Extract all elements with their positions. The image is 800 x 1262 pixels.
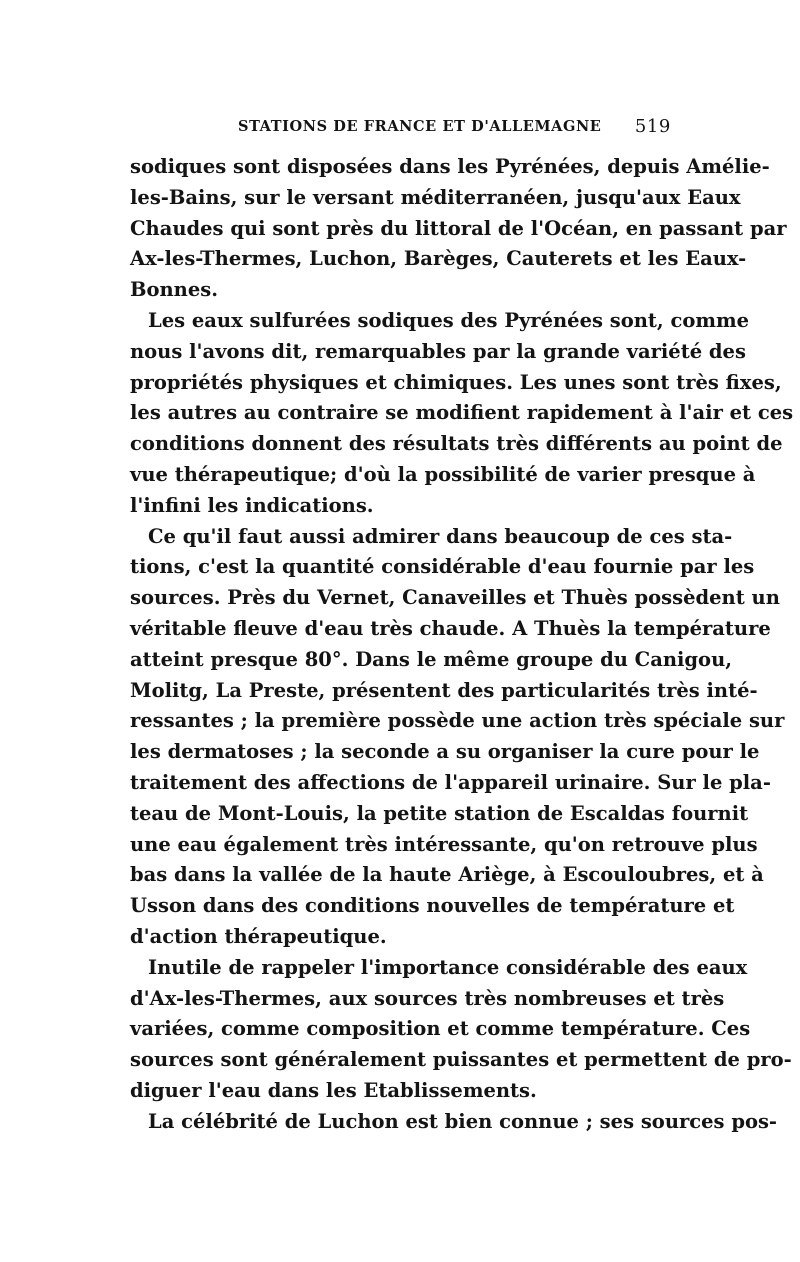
text-line: tions, c'est la quantité considérable d'eau fournie par les [130, 555, 755, 579]
text-line: diguer l'eau dans les Etablissements. [130, 1078, 537, 1102]
text-line: vue thérapeutique; d'où la possibilité de varier presque à [130, 462, 756, 486]
text-line: atteint presque 80°. Dans le même groupe du Canigou, [130, 647, 733, 671]
text-line: d'Ax-les-Thermes, aux sources très nombreuses et très [130, 986, 725, 1010]
paragraph-first-line: La célébrité de Luchon est bien connue ; ses sources pos- [148, 1109, 778, 1133]
text-line: véritable fleuve d'eau très chaude. A Thuès la température [130, 616, 771, 640]
text-line: conditions donnent des résultats très différents au point de [130, 432, 783, 456]
text-line: bas dans la vallée de la haute Ariège, à Escouloubres, et à [130, 863, 764, 887]
paragraph-first-line: Ce qu'il faut aussi admirer dans beaucoup de ces sta- [148, 524, 733, 548]
text-line: Ax-les-Thermes, Luchon, Barèges, Cauterets et les Eaux- [130, 247, 747, 271]
text-line: propriétés physiques et chimiques. Les unes sont très fixes, [130, 370, 782, 394]
text-line: les-Bains, sur le versant méditerranéen, jusqu'aux Eaux [130, 185, 741, 209]
page-number: 519 [634, 116, 671, 137]
book-page [130, 108, 794, 1138]
running-head [130, 108, 671, 142]
body-text [130, 152, 794, 1138]
running-title: STATIONS DE FRANCE ET D'ALLEMAGNE [238, 118, 602, 135]
text-line: traitement des affections de l'appareil urinaire. Sur le pla- [130, 770, 771, 794]
text-line: sodiques sont disposées dans les Pyrénées, depuis Amélie- [130, 155, 770, 178]
text-line: ressantes ; la première possède une action très spéciale sur [130, 709, 785, 733]
text-line: Molitg, La Preste, présentent des particularités très inté- [130, 678, 758, 702]
text-line: teau de Mont-Louis, la petite station de Escaldas fournit [130, 801, 749, 825]
text-line: sources. Près du Vernet, Canaveilles et Thuès possèdent un [130, 586, 780, 610]
text-line: une eau également très intéressante, qu'on retrouve plus [130, 832, 758, 856]
text-line: les dermatoses ; la seconde a su organiser la cure pour le [130, 740, 760, 764]
text-line: les autres au contraire se modifient rapidement à l'air et ces [130, 401, 794, 425]
text-line: Bonnes. [130, 278, 219, 302]
paragraph-first-line: Inutile de rappeler l'importance considérable des eaux [148, 955, 748, 979]
text-line: Usson dans des conditions nouvelles de température et [130, 894, 735, 918]
text-line: Chaudes qui sont près du littoral de l'Océan, en passant par [130, 216, 787, 240]
text-line: d'action thérapeutique. [130, 924, 387, 948]
text-line: sources sont généralement puissantes et permettent de pro- [130, 1048, 792, 1072]
paragraph-first-line: Les eaux sulfurées sodiques des Pyrénées sont, comme [148, 308, 750, 332]
text-line: nous l'avons dit, remarquables par la grande variété des [130, 339, 746, 363]
text-line: variées, comme composition et comme température. Ces [130, 1017, 751, 1041]
text-line: l'infini les indications. [130, 493, 374, 517]
